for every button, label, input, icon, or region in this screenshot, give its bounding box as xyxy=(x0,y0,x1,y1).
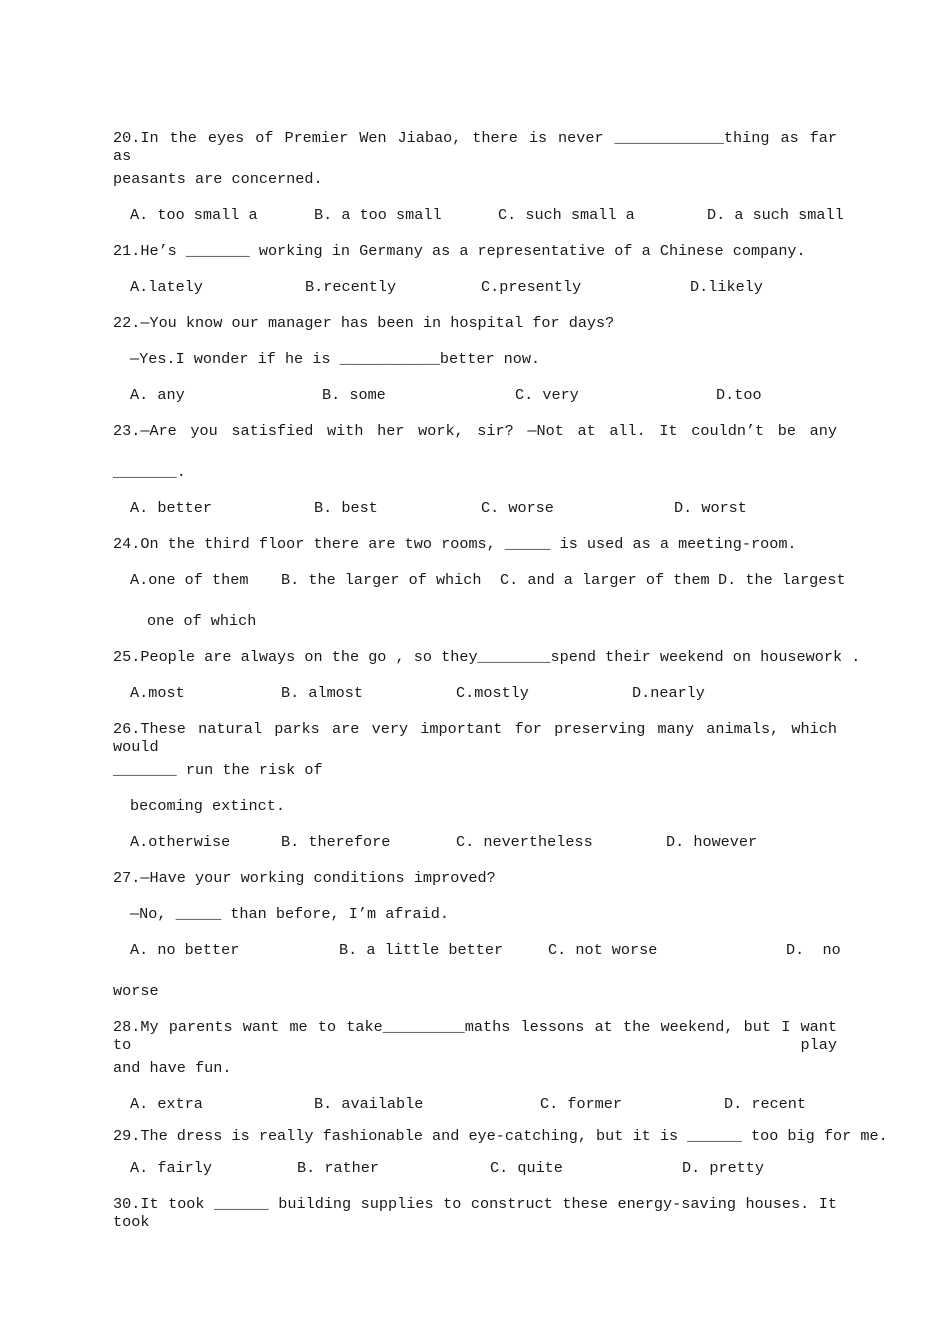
q29-option-c: C. quite xyxy=(490,1159,563,1177)
q27-option-a: A. no better xyxy=(130,941,240,959)
q21-option-b: B.recently xyxy=(305,278,397,296)
question-20-text: 20.In the eyes of Premier Wen Jiabao, there is never ____________thing as far as xyxy=(113,129,837,165)
question-20-text-cont: peasants are concerned. xyxy=(113,170,323,188)
q24-option-b: B. the larger of which xyxy=(281,571,482,589)
q27-option-d-cont: worse xyxy=(113,982,159,1000)
q20-option-a: A. too small a xyxy=(130,206,258,224)
question-26-text-cont2: becoming extinct. xyxy=(130,797,285,815)
question-27-reply: —No, _____ than before, I’m afraid. xyxy=(130,905,449,923)
q25-option-a: A.most xyxy=(130,684,185,702)
q28-option-c: C. former xyxy=(540,1095,623,1113)
q26-option-a: A.otherwise xyxy=(130,833,231,851)
question-28-text: 28.My parents want me to take_________maths lessons at the weekend, but I want to play xyxy=(113,1018,837,1054)
q27-option-c: C. not worse xyxy=(548,941,658,959)
q23-option-d: D. worst xyxy=(674,499,747,517)
question-30-text: 30.It took ______ building supplies to construct these energy-saving houses. It took xyxy=(113,1195,837,1231)
q27-option-d: D. no xyxy=(786,941,841,959)
q23-option-b: B. best xyxy=(314,499,378,517)
q22-option-a: A. any xyxy=(130,386,185,404)
q20-option-c: C. such small a xyxy=(498,206,635,224)
q26-option-d: D. however xyxy=(666,833,758,851)
q29-option-a: A. fairly xyxy=(130,1159,213,1177)
question-28-text-cont: and have fun. xyxy=(113,1059,232,1077)
q25-option-d: D.nearly xyxy=(632,684,705,702)
q22-option-c: C. very xyxy=(515,386,579,404)
question-26-text-cont: _______ run the risk of xyxy=(113,761,323,779)
q25-option-b: B. almost xyxy=(281,684,364,702)
q24-option-a: A.one of them xyxy=(130,571,249,589)
q22-option-d: D.too xyxy=(716,386,762,404)
question-21-text: 21.He’s _______ working in Germany as a representative of a Chinese company. xyxy=(113,242,806,260)
question-22-text: 22.—You know our manager has been in hospital for days? xyxy=(113,314,615,332)
q24-option-c: C. and a larger of them xyxy=(500,571,710,589)
q24-option-d-cont: one of which xyxy=(147,612,257,630)
q24-option-d: D. the largest xyxy=(718,571,846,589)
q28-option-a: A. extra xyxy=(130,1095,203,1113)
q28-option-d: D. recent xyxy=(724,1095,807,1113)
q20-option-d: D. a such small xyxy=(707,206,844,224)
question-23-text-cont: _______. xyxy=(113,463,186,481)
question-22-reply: —Yes.I wonder if he is ___________better now. xyxy=(130,350,541,368)
q21-option-c: C.presently xyxy=(481,278,582,296)
q26-option-c: C. nevertheless xyxy=(456,833,593,851)
question-23-text: 23.—Are you satisfied with her work, sir? —Not at all. It couldn’t be any xyxy=(113,422,837,440)
q23-option-a: A. better xyxy=(130,499,213,517)
question-25-text: 25.People are always on the go , so they________spend their weekend on housework . xyxy=(113,648,861,666)
q27-option-b: B. a little better xyxy=(339,941,504,959)
q22-option-b: B. some xyxy=(322,386,386,404)
q25-option-c: C.mostly xyxy=(456,684,529,702)
q20-option-b: B. a too small xyxy=(314,206,442,224)
q23-option-c: C. worse xyxy=(481,499,554,517)
question-26-text: 26.These natural parks are very important for preserving many animals, which would xyxy=(113,720,837,756)
question-29-text: 29.The dress is really fashionable and eye-catching, but it is ______ too big for me. xyxy=(113,1127,888,1145)
q28-option-b: B. available xyxy=(314,1095,424,1113)
q29-option-b: B. rather xyxy=(297,1159,380,1177)
q21-option-d: D.likely xyxy=(690,278,763,296)
q21-option-a: A.lately xyxy=(130,278,203,296)
q29-option-d: D. pretty xyxy=(682,1159,765,1177)
q26-option-b: B. therefore xyxy=(281,833,391,851)
question-24-text: 24.On the third floor there are two rooms, _____ is used as a meeting-room. xyxy=(113,535,797,553)
question-27-text: 27.—Have your working conditions improved? xyxy=(113,869,496,887)
